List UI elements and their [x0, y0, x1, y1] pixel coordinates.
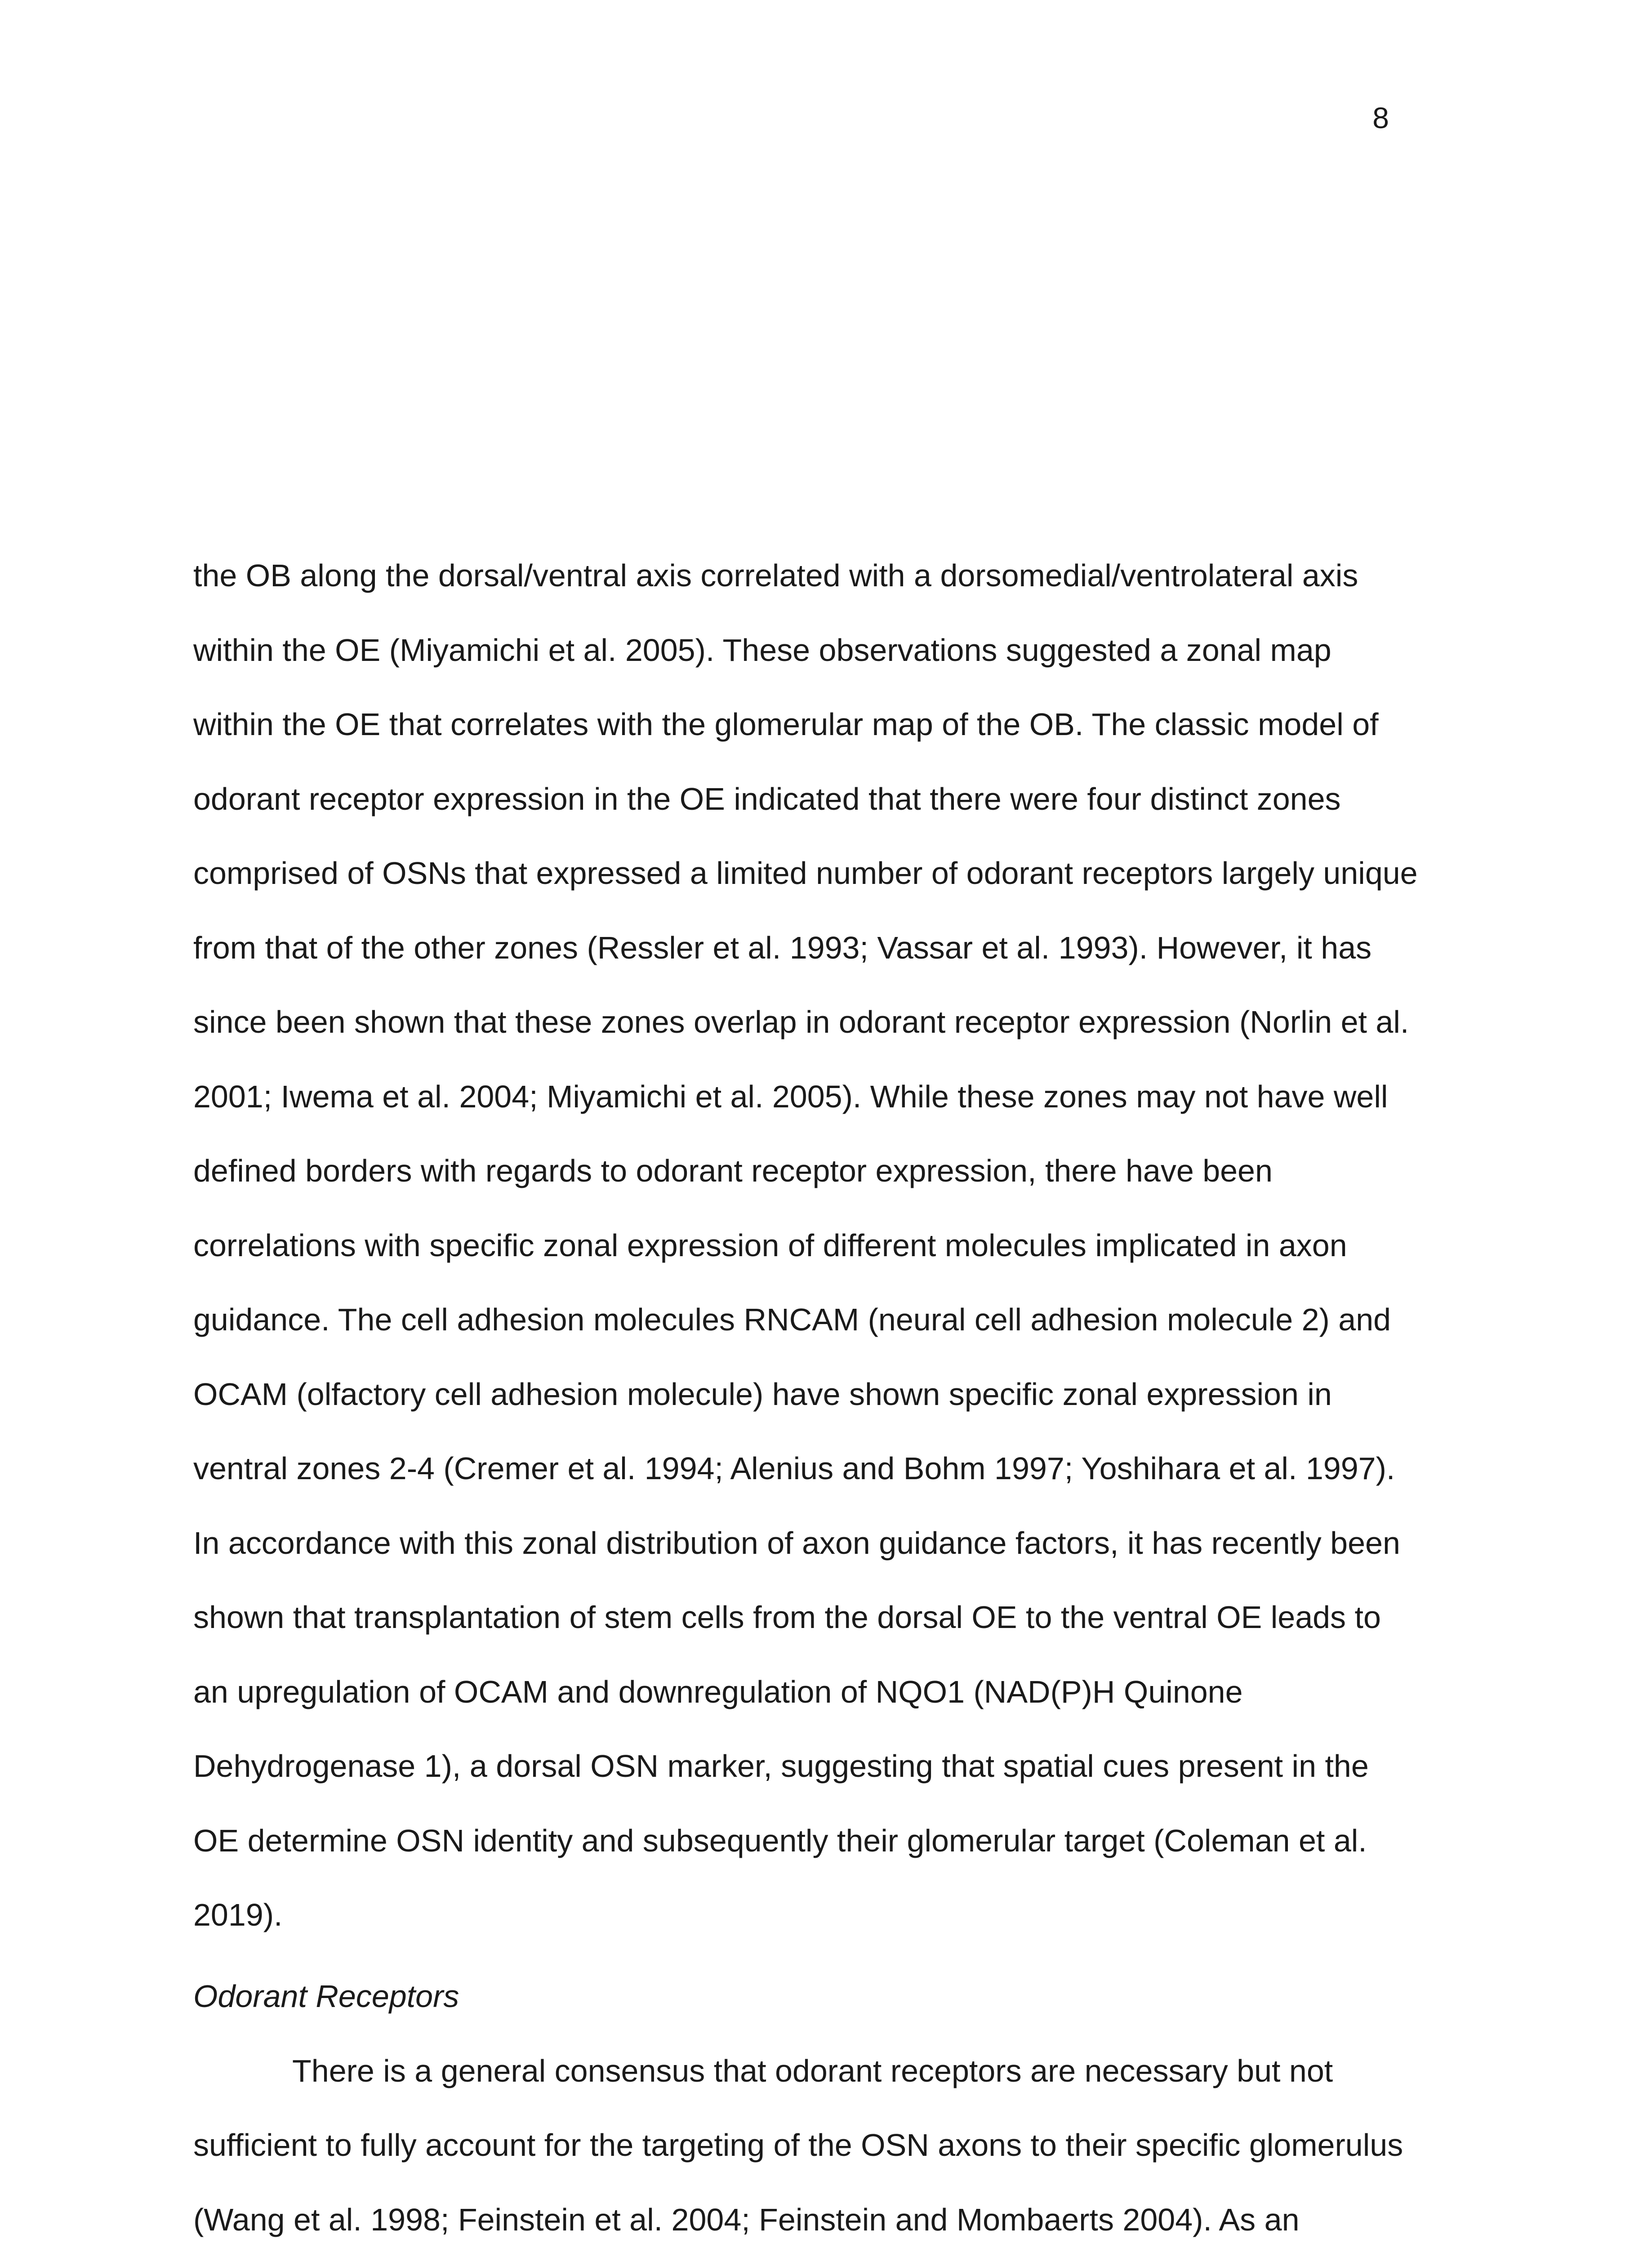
- text-line: comprised of OSNs that expressed a limited number of odorant receptors largely unique: [193, 856, 1418, 891]
- section-heading: Odorant Receptors: [193, 1979, 459, 2014]
- text-line: OCAM (olfactory cell adhesion molecule) have shown specific zonal expression in: [193, 1377, 1332, 1412]
- text-line: sufficient to fully account for the targeting of the OSN axons to their specific glomerulus: [193, 2128, 1403, 2163]
- text-line: In accordance with this zonal distribution of axon guidance factors, it has recently been: [193, 1525, 1400, 1561]
- text-line: guidance. The cell adhesion molecules RNCAM (neural cell adhesion molecule 2) and: [193, 1302, 1391, 1337]
- text-line: 2001; Iwema et al. 2004; Miyamichi et al. 2005). While these zones may not have well: [193, 1079, 1388, 1114]
- text-line: ventral zones 2-4 (Cremer et al. 1994; Alenius and Bohm 1997; Yoshihara et al. 1997).: [193, 1451, 1395, 1486]
- text-line: the OB along the dorsal/ventral axis correlated with a dorsomedial/ventrolateral axis: [193, 558, 1358, 593]
- text-line: There is a general consensus that odorant receptors are necessary but not: [292, 2053, 1333, 2088]
- text-line: Dehydrogenase 1), a dorsal OSN marker, suggesting that spatial cues present in the: [193, 1748, 1369, 1784]
- text-line: correlations with specific zonal expression of different molecules implicated in axon: [193, 1228, 1347, 1263]
- text-line: 2019).: [193, 1897, 283, 1932]
- page-number: 8: [1372, 101, 1389, 134]
- text-line: shown that transplantation of stem cells from the dorsal OE to the ventral OE leads to: [193, 1600, 1381, 1635]
- text-line: from that of the other zones (Ressler et al. 1993; Vassar et al. 1993). However, it has: [193, 930, 1372, 965]
- text-line: (Wang et al. 1998; Feinstein et al. 2004; Feinstein and Mombaerts 2004). As an: [193, 2202, 1300, 2237]
- text-line: within the OE that correlates with the glomerular map of the OB. The classic model of: [193, 707, 1379, 742]
- text-line: defined borders with regards to odorant receptor expression, there have been: [193, 1153, 1273, 1188]
- text-line: since been shown that these zones overlap in odorant receptor expression (Norlin et al.: [193, 1004, 1409, 1039]
- text-line: odorant receptor expression in the OE indicated that there were four distinct zones: [193, 781, 1341, 816]
- text-line: within the OE (Miyamichi et al. 2005). These observations suggested a zonal map: [193, 633, 1331, 668]
- text-line: an upregulation of OCAM and downregulation of NQO1 (NAD(P)H Quinone: [193, 1674, 1243, 1709]
- text-line: OE determine OSN identity and subsequently their glomerular target (Coleman et al.: [193, 1823, 1367, 1858]
